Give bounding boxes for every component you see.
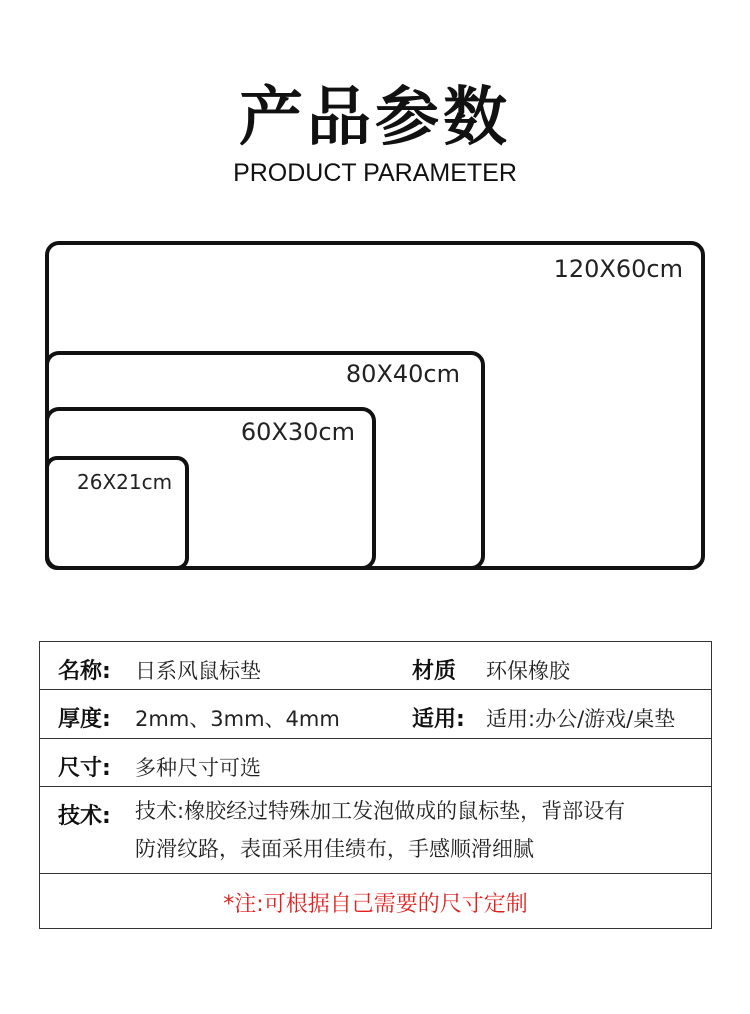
- spec-value-usage: 适用:办公/游戏/桌垫: [486, 707, 676, 731]
- size-label-80x40: 80X40cm: [345, 360, 460, 388]
- spec-tech-line-1: 技术:橡胶经过特殊加工发泡做成的鼠标垫，背部设有: [135, 799, 626, 823]
- size-label-60x30: 60X30cm: [240, 418, 355, 446]
- spec-row-thickness: [40, 690, 711, 739]
- spec-value-name: 日系风鼠标垫: [135, 659, 261, 683]
- spec-key-size: 尺寸:: [58, 756, 111, 781]
- spec-row-tech: [40, 787, 711, 874]
- spec-key-usage: 适用:: [412, 707, 465, 732]
- spec-table: [39, 641, 712, 929]
- spec-value-tech: [135, 792, 695, 868]
- custom-size-note: *注:可根据自己需要的尺寸定制: [223, 892, 528, 917]
- spec-row-size: [40, 739, 711, 787]
- size-label-26x21: 26X21cm: [77, 470, 173, 494]
- spec-key-thickness: 厚度:: [58, 707, 111, 732]
- spec-value-thickness: 2mm、3mm、4mm: [135, 707, 340, 731]
- spec-value-material: 环保橡胶: [486, 659, 570, 683]
- page-subtitle: PRODUCT PARAMETER: [233, 159, 517, 187]
- spec-row-note: [40, 874, 711, 928]
- spec-key-tech: 技术:: [58, 804, 111, 829]
- spec-tech-line-2: 防滑纹路，表面采用佳绩布，手感顺滑细腻: [135, 837, 534, 861]
- size-label-120x60: 120X60cm: [553, 255, 683, 283]
- spec-key-material: 材质: [412, 659, 457, 684]
- spec-row-name: [40, 642, 711, 690]
- page-title: 产品参数: [239, 81, 511, 155]
- spec-key-name: 名称:: [58, 659, 111, 684]
- spec-value-size: 多种尺寸可选: [135, 756, 261, 780]
